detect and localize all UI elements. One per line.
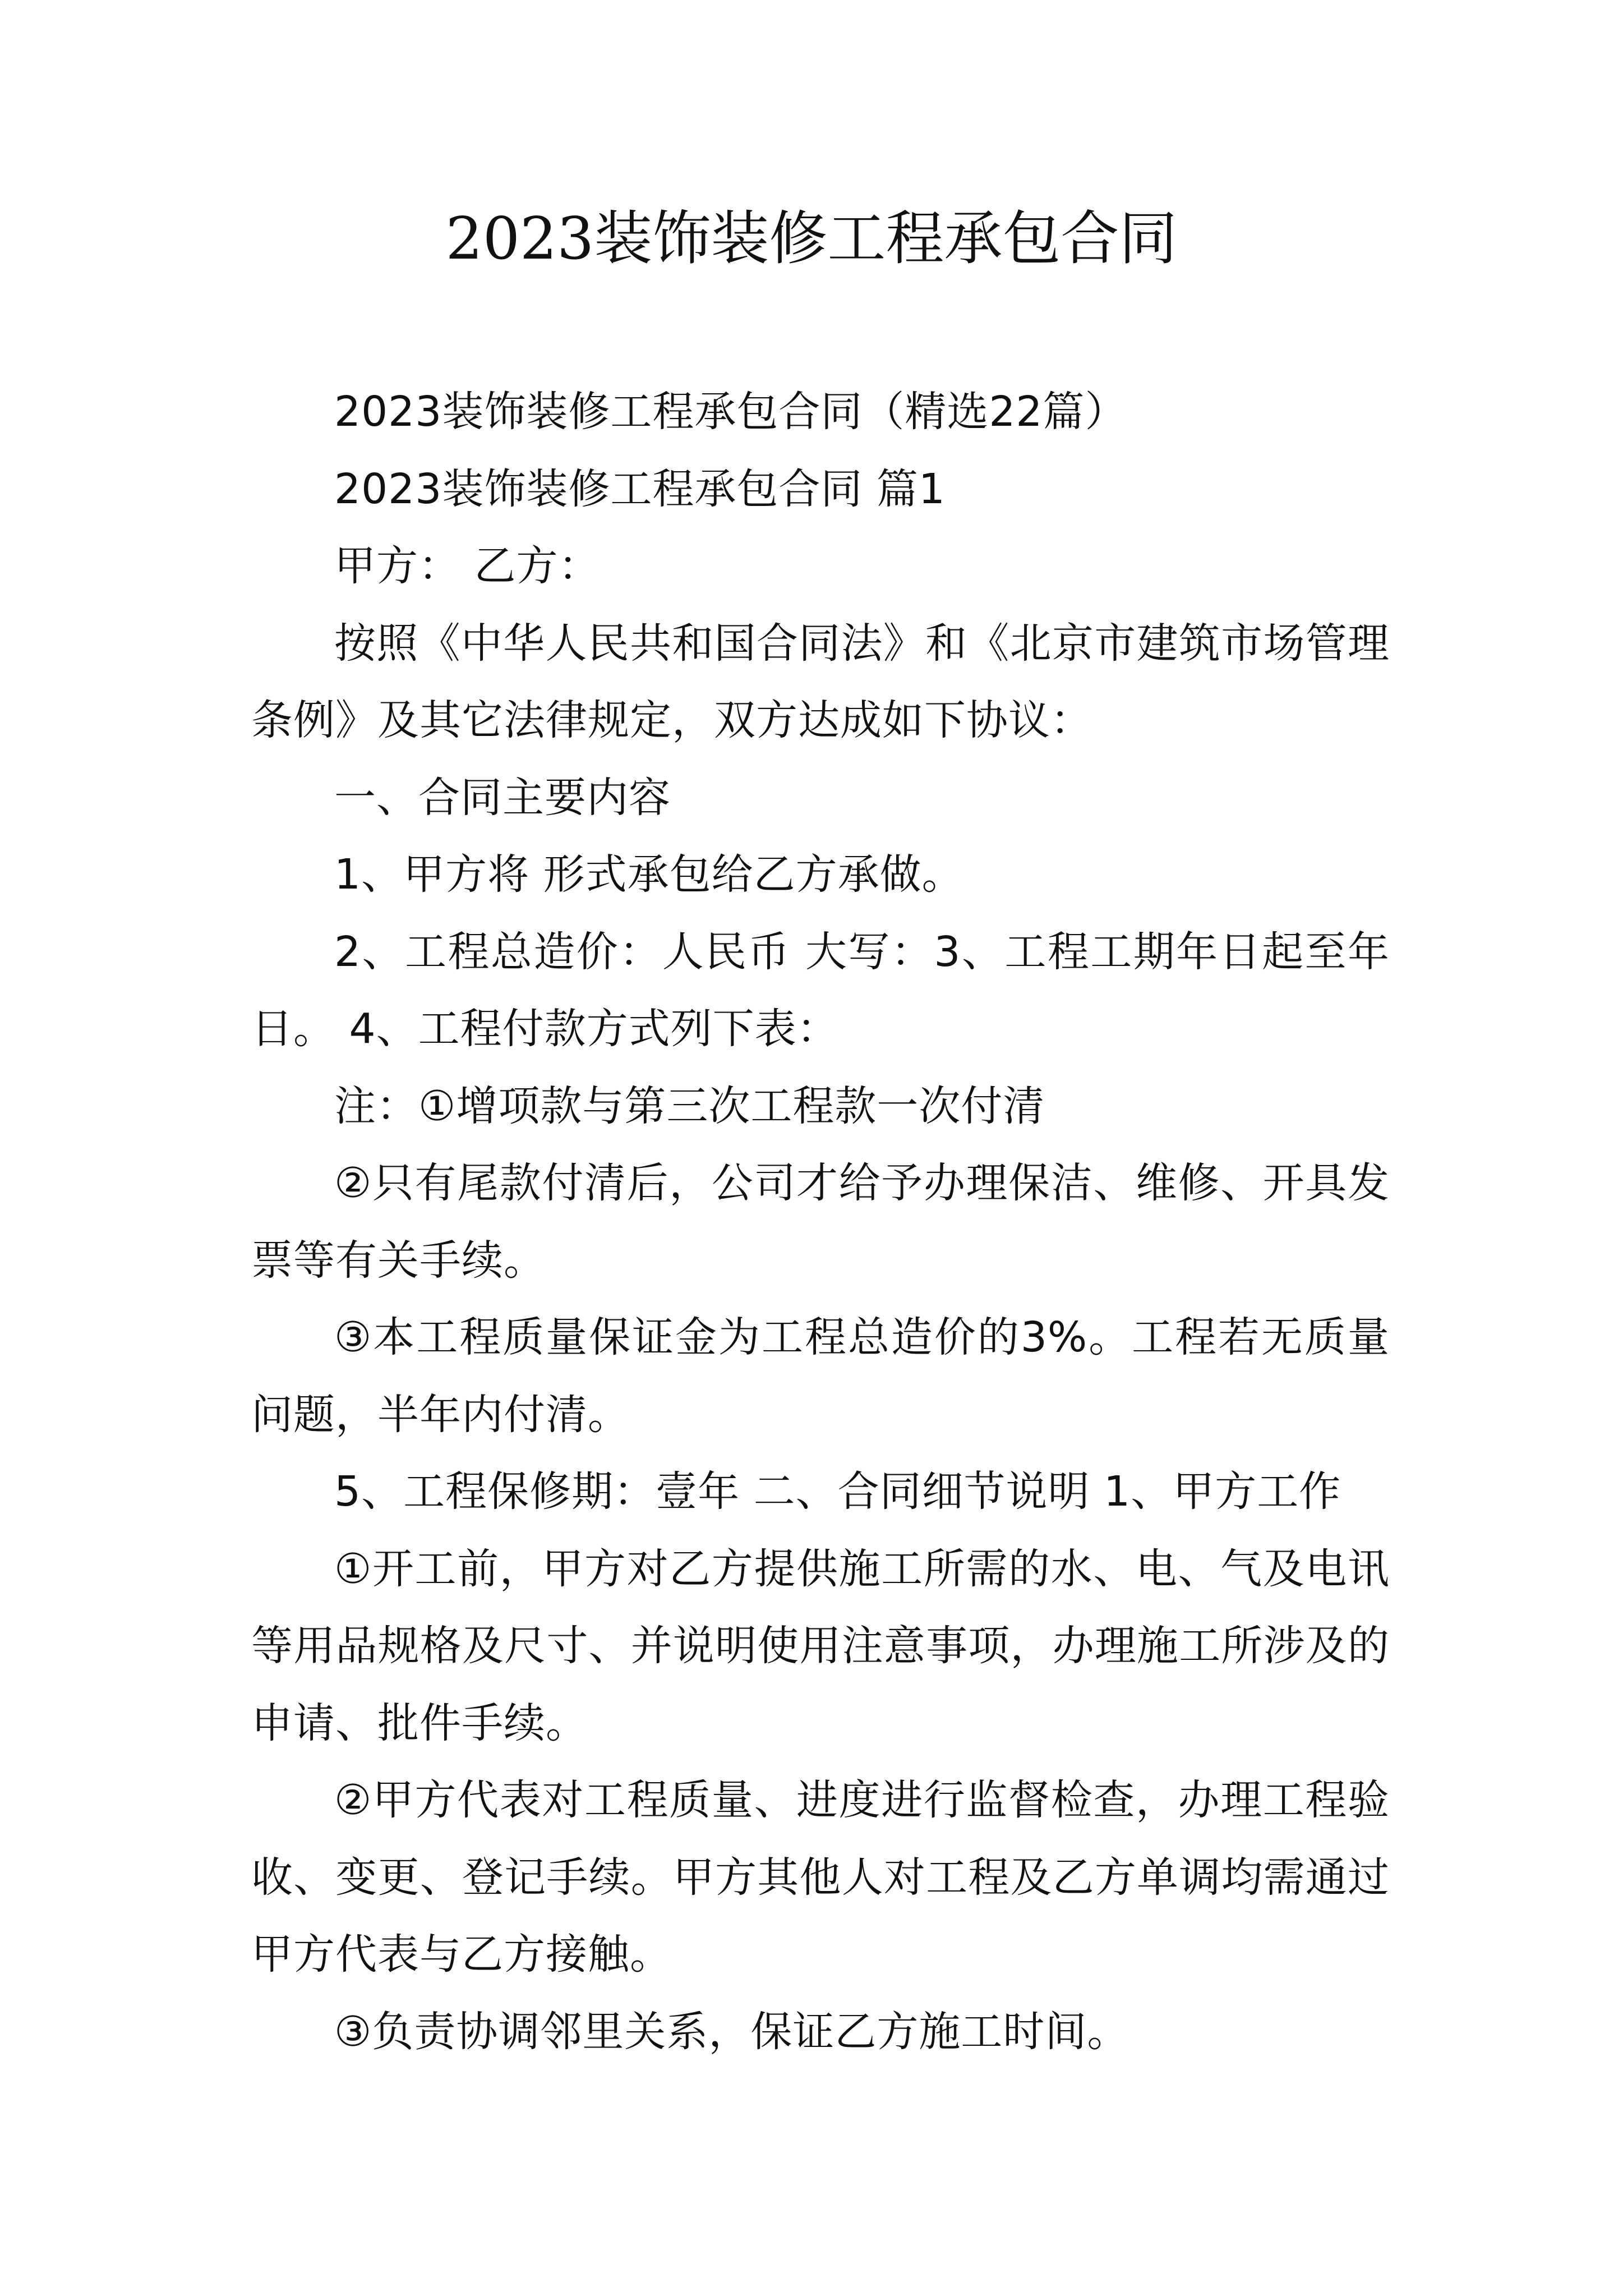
- paragraph-party-a-duty-1: ①开工前，甲方对乙方提供施工所需的水、电、气及电讯等用品规格及尺寸、并说明使用注意事项，办理施工所涉及的申请、批件手续。: [251, 1544, 1390, 1747]
- paragraph-clause-5: 5、工程保修期：壹年 二、合同细节说明 1、甲方工作: [334, 1467, 1341, 1516]
- paragraph-party-a-duty-3: ③负责协调邻里关系，保证乙方施工时间。: [334, 2007, 1129, 2056]
- document-title: 2023装饰装修工程承包合同: [445, 204, 1178, 273]
- paragraph-clause-2-4: 2、工程总造价：人民币 大写：3、工程工期年日起至年日。 4、工程付款方式列下表：: [251, 927, 1390, 1053]
- paragraph-party-a-duty-2: ②甲方代表对工程质量、进度进行监督检查，办理工程验收、变更、登记手续。甲方其他人对工程及乙方单调均需通过甲方代表与乙方接触。: [251, 1776, 1390, 1978]
- paragraph-note-2: ②只有尾款付清后，公司才给予办理保洁、维修、开具发票等有关手续。: [251, 1159, 1390, 1285]
- paragraph-clause-1: 1、甲方将 形式承包给乙方承做。: [334, 850, 964, 899]
- paragraph-section-1-heading: 一、合同主要内容: [334, 773, 671, 822]
- paragraph-chapter-heading: 2023装饰装修工程承包合同 篇1: [334, 464, 946, 513]
- document-body: [251, 374, 1390, 2070]
- paragraph-note-3: ③本工程质量保证金为工程总造价的3%。工程若无质量问题，半年内付清。: [251, 1313, 1390, 1439]
- paragraph-parties: 甲方： 乙方：: [334, 542, 601, 590]
- paragraph-collection-title: 2023装饰装修工程承包合同（精选22篇）: [334, 388, 1127, 436]
- paragraph-preamble: 按照《中华人民共和国合同法》和《北京市建筑市场管理条例》及其它法律规定，双方达成如下协议：: [251, 619, 1390, 744]
- paragraph-note-1: 注：①增项款与第三次工程款一次付清: [334, 1082, 1045, 1130]
